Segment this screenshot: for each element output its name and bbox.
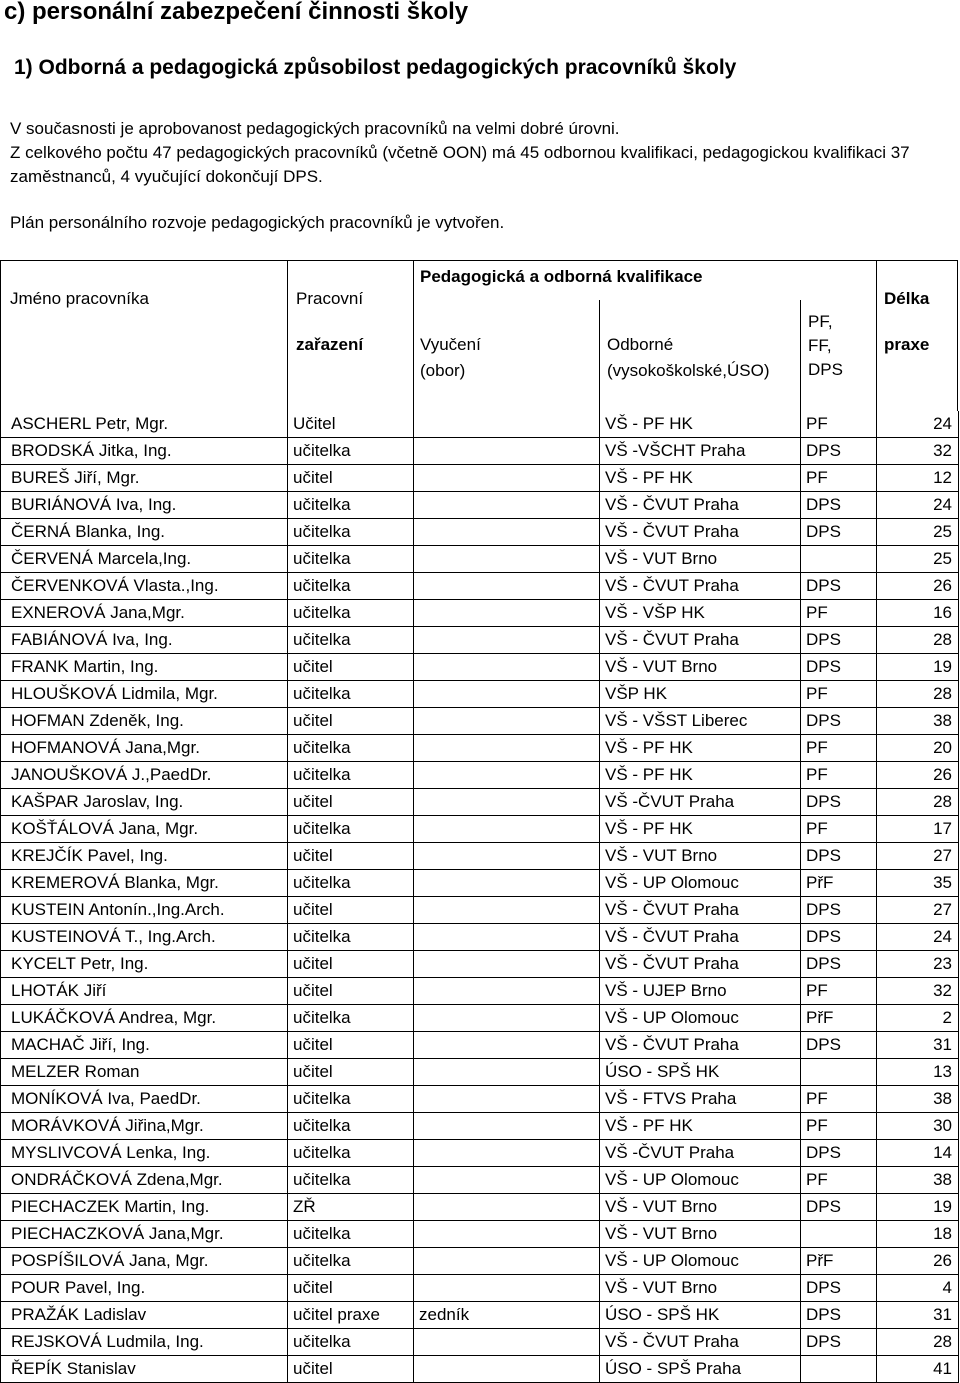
cell-training	[414, 735, 600, 762]
header-border	[800, 300, 801, 411]
table-row	[1, 1329, 959, 1356]
cell-ped-qualification: PF	[801, 681, 877, 708]
cell-ped-qualification: PřF	[801, 1005, 877, 1032]
cell-years-practice: 38	[877, 1167, 959, 1194]
cell-years-practice: 24	[877, 411, 959, 438]
cell-name: ČERVENÁ Marcela,Ing.	[1, 546, 288, 573]
cell-years-practice: 32	[877, 438, 959, 465]
cell-name: KAŠPAR Jaroslav, Ing.	[1, 789, 288, 816]
cell-education: VŠ - VŠP HK	[600, 600, 801, 627]
cell-name: REJSKOVÁ Ludmila, Ing.	[1, 1329, 288, 1356]
cell-name: KREMEROVÁ Blanka, Mgr.	[1, 870, 288, 897]
cell-training: zedník	[414, 1302, 600, 1329]
cell-ped-qualification	[801, 546, 877, 573]
cell-ped-qualification	[801, 1356, 877, 1383]
cell-position: učitel	[288, 1059, 414, 1086]
table-row	[1, 1086, 959, 1113]
cell-name: FABIÁNOVÁ Iva, Ing.	[1, 627, 288, 654]
staff-qualification-table	[0, 411, 959, 1383]
table-row	[1, 546, 959, 573]
table-row	[1, 762, 959, 789]
cell-years-practice: 25	[877, 519, 959, 546]
cell-years-practice: 23	[877, 951, 959, 978]
cell-training	[414, 492, 600, 519]
cell-education: VŠ - ČVUT Praha	[600, 1032, 801, 1059]
cell-years-practice: 17	[877, 816, 959, 843]
cell-education: VŠP HK	[600, 681, 801, 708]
cell-ped-qualification: DPS	[801, 1302, 877, 1329]
cell-years-practice: 27	[877, 843, 959, 870]
cell-name: KREJČÍK Pavel, Ing.	[1, 843, 288, 870]
table-row	[1, 627, 959, 654]
cell-name: MORÁVKOVÁ Jiřina,Mgr.	[1, 1113, 288, 1140]
cell-name: ČERVENKOVÁ Vlasta.,Ing.	[1, 573, 288, 600]
cell-years-practice: 28	[877, 1329, 959, 1356]
cell-education: VŠ -ČVUT Praha	[600, 1140, 801, 1167]
cell-training	[414, 573, 600, 600]
table-row	[1, 600, 959, 627]
cell-ped-qualification: PF	[801, 978, 877, 1005]
table-row	[1, 1140, 959, 1167]
cell-position: učitelka	[288, 762, 414, 789]
cell-ped-qualification: PF	[801, 816, 877, 843]
cell-position: učitelka	[288, 1248, 414, 1275]
cell-education: VŠ - PF HK	[600, 816, 801, 843]
cell-training	[414, 1113, 600, 1140]
cell-position: učitel	[288, 978, 414, 1005]
table-row	[1, 951, 959, 978]
header-education-line2: (vysokoškolské,ÚSO)	[607, 361, 770, 380]
cell-name: PIECHACZEK Martin, Ing.	[1, 1194, 288, 1221]
cell-education: VŠ - UP Olomouc	[600, 1005, 801, 1032]
cell-position: ZŘ	[288, 1194, 414, 1221]
cell-education: VŠ - ČVUT Praha	[600, 492, 801, 519]
header-qualification: Pedagogická a odborná kvalifikace	[420, 267, 703, 286]
cell-ped-qualification: DPS	[801, 438, 877, 465]
cell-education: VŠ - ČVUT Praha	[600, 897, 801, 924]
cell-ped-qualification: PF	[801, 735, 877, 762]
cell-years-practice: 26	[877, 1248, 959, 1275]
cell-years-practice: 16	[877, 600, 959, 627]
table-row	[1, 1005, 959, 1032]
table-row	[1, 978, 959, 1005]
cell-position: učitelka	[288, 1005, 414, 1032]
cell-name: POUR Pavel, Ing.	[1, 1275, 288, 1302]
cell-education: VŠ - ČVUT Praha	[600, 573, 801, 600]
cell-education: VŠ - PF HK	[600, 735, 801, 762]
cell-education: VŠ - PF HK	[600, 465, 801, 492]
header-ped-line3: DPS	[808, 360, 843, 379]
cell-education: VŠ - VUT Brno	[600, 843, 801, 870]
cell-ped-qualification: PF	[801, 411, 877, 438]
cell-name: FRANK Martin, Ing.	[1, 654, 288, 681]
cell-name: MACHAČ Jiří, Ing.	[1, 1032, 288, 1059]
cell-training	[414, 1086, 600, 1113]
cell-training	[414, 951, 600, 978]
cell-years-practice: 26	[877, 762, 959, 789]
cell-position: učitelka	[288, 1221, 414, 1248]
cell-years-practice: 2	[877, 1005, 959, 1032]
cell-training	[414, 978, 600, 1005]
cell-education: VŠ - VUT Brno	[600, 546, 801, 573]
cell-name: MONÍKOVÁ Iva, PaedDr.	[1, 1086, 288, 1113]
header-border	[957, 260, 958, 411]
intro-paragraph-3: Plán personálního rozvoje pedagogických pracovníků je vytvořen.	[10, 213, 505, 232]
cell-education: VŠ - UP Olomouc	[600, 870, 801, 897]
cell-name: ČERNÁ Blanka, Ing.	[1, 519, 288, 546]
cell-training	[414, 816, 600, 843]
table-row	[1, 654, 959, 681]
cell-training	[414, 546, 600, 573]
table-row	[1, 735, 959, 762]
cell-ped-qualification: PF	[801, 1167, 877, 1194]
cell-name: ONDRÁČKOVÁ Zdena,Mgr.	[1, 1167, 288, 1194]
cell-training	[414, 411, 600, 438]
cell-position: učitel	[288, 951, 414, 978]
cell-position: učitelka	[288, 735, 414, 762]
cell-training	[414, 519, 600, 546]
cell-education: VŠ - VUT Brno	[600, 1194, 801, 1221]
cell-training	[414, 897, 600, 924]
cell-education: VŠ - PF HK	[600, 411, 801, 438]
cell-training	[414, 1275, 600, 1302]
cell-education: VŠ -ČVUT Praha	[600, 789, 801, 816]
cell-position: učitelka	[288, 1086, 414, 1113]
cell-years-practice: 38	[877, 1086, 959, 1113]
cell-position: učitel	[288, 1032, 414, 1059]
cell-position: učitelka	[288, 1167, 414, 1194]
cell-name: HOFMANOVÁ Jana,Mgr.	[1, 735, 288, 762]
cell-education: VŠ - ČVUT Praha	[600, 951, 801, 978]
table-row	[1, 1113, 959, 1140]
cell-ped-qualification: DPS	[801, 519, 877, 546]
cell-ped-qualification: PřF	[801, 870, 877, 897]
cell-name: HLOUŠKOVÁ Lidmila, Mgr.	[1, 681, 288, 708]
cell-training	[414, 1005, 600, 1032]
header-border	[413, 260, 414, 411]
cell-ped-qualification: DPS	[801, 1140, 877, 1167]
cell-years-practice: 14	[877, 1140, 959, 1167]
cell-ped-qualification: DPS	[801, 1275, 877, 1302]
cell-ped-qualification: DPS	[801, 1329, 877, 1356]
cell-education: VŠ - ČVUT Praha	[600, 519, 801, 546]
cell-training	[414, 1140, 600, 1167]
table-row	[1, 843, 959, 870]
cell-name: KUSTEINOVÁ T., Ing.Arch.	[1, 924, 288, 951]
table-row	[1, 681, 959, 708]
cell-name: LUKÁČKOVÁ Andrea, Mgr.	[1, 1005, 288, 1032]
cell-name: KUSTEIN Antonín.,Ing.Arch.	[1, 897, 288, 924]
cell-position: učitelka	[288, 681, 414, 708]
cell-years-practice: 28	[877, 627, 959, 654]
cell-education: VŠ - FTVS Praha	[600, 1086, 801, 1113]
cell-education: VŠ - PF HK	[600, 762, 801, 789]
table-row	[1, 519, 959, 546]
cell-name: PRAŽÁK Ladislav	[1, 1302, 288, 1329]
header-border	[0, 260, 1, 411]
cell-position: učitelka	[288, 492, 414, 519]
cell-training	[414, 681, 600, 708]
header-border	[287, 260, 288, 411]
header-border	[599, 300, 600, 411]
cell-position: učitel	[288, 843, 414, 870]
header-name: Jméno pracovníka	[10, 289, 149, 308]
cell-years-practice: 32	[877, 978, 959, 1005]
table-row	[1, 465, 959, 492]
header-ped-line1: PF,	[808, 312, 833, 331]
table-row	[1, 1059, 959, 1086]
cell-ped-qualification	[801, 1059, 877, 1086]
cell-name: PIECHACZKOVÁ Jana,Mgr.	[1, 1221, 288, 1248]
header-training-line1: Vyučení	[420, 335, 481, 354]
cell-years-practice: 30	[877, 1113, 959, 1140]
cell-years-practice: 27	[877, 897, 959, 924]
table-row	[1, 1221, 959, 1248]
cell-name: BUREŠ Jiří, Mgr.	[1, 465, 288, 492]
cell-education: VŠ - UP Olomouc	[600, 1167, 801, 1194]
cell-position: učitelka	[288, 600, 414, 627]
table-row	[1, 897, 959, 924]
cell-ped-qualification: DPS	[801, 654, 877, 681]
cell-years-practice: 18	[877, 1221, 959, 1248]
cell-training	[414, 600, 600, 627]
cell-training	[414, 708, 600, 735]
table-row	[1, 1032, 959, 1059]
cell-education: VŠ - UP Olomouc	[600, 1248, 801, 1275]
cell-training	[414, 1329, 600, 1356]
cell-ped-qualification: DPS	[801, 627, 877, 654]
cell-position: učitel	[288, 708, 414, 735]
table-row	[1, 789, 959, 816]
cell-ped-qualification: DPS	[801, 708, 877, 735]
cell-position: učitel	[288, 897, 414, 924]
cell-training	[414, 1167, 600, 1194]
table-row	[1, 492, 959, 519]
cell-position: učitel praxe	[288, 1302, 414, 1329]
cell-ped-qualification: PF	[801, 1086, 877, 1113]
table-row	[1, 708, 959, 735]
table-row	[1, 1167, 959, 1194]
section-heading: c) personální zabezpečení činnosti školy	[4, 0, 469, 25]
cell-years-practice: 41	[877, 1356, 959, 1383]
cell-training	[414, 789, 600, 816]
header-length-line2: praxe	[884, 335, 930, 354]
cell-ped-qualification: DPS	[801, 924, 877, 951]
table-row	[1, 438, 959, 465]
cell-years-practice: 28	[877, 681, 959, 708]
cell-training	[414, 627, 600, 654]
cell-ped-qualification	[801, 1221, 877, 1248]
cell-training	[414, 870, 600, 897]
cell-ped-qualification: DPS	[801, 573, 877, 600]
cell-name: KYCELT Petr, Ing.	[1, 951, 288, 978]
cell-position: učitel	[288, 1275, 414, 1302]
header-length-line1: Délka	[884, 289, 930, 308]
table-row	[1, 1302, 959, 1329]
cell-years-practice: 19	[877, 1194, 959, 1221]
cell-education: VŠ - VUT Brno	[600, 654, 801, 681]
cell-name: HOFMAN Zdeněk, Ing.	[1, 708, 288, 735]
cell-education: ÚSO - SPŠ Praha	[600, 1356, 801, 1383]
cell-education: VŠ - VŠST Liberec	[600, 708, 801, 735]
cell-ped-qualification: DPS	[801, 492, 877, 519]
cell-ped-qualification: DPS	[801, 789, 877, 816]
cell-education: ÚSO - SPŠ HK	[600, 1059, 801, 1086]
cell-name: LHOTÁK Jiří	[1, 978, 288, 1005]
header-ped-line2: FF,	[808, 336, 832, 355]
header-position-line2: zařazení	[296, 335, 364, 354]
cell-name: BURIÁNOVÁ Iva, Ing.	[1, 492, 288, 519]
intro-paragraph-1: V současnosti je aprobovanost pedagogických pracovníků na velmi dobré úrovni.	[10, 119, 620, 138]
cell-name: ŘEPÍK Stanislav	[1, 1356, 288, 1383]
cell-education: VŠ - ČVUT Praha	[600, 1329, 801, 1356]
table-row	[1, 1194, 959, 1221]
table-row	[1, 1275, 959, 1302]
cell-name: BRODSKÁ Jitka, Ing.	[1, 438, 288, 465]
cell-name: JANOUŠKOVÁ J.,PaedDr.	[1, 762, 288, 789]
cell-position: učitelka	[288, 1113, 414, 1140]
cell-position: Učitel	[288, 411, 414, 438]
cell-ped-qualification: PF	[801, 762, 877, 789]
cell-education: VŠ - UJEP Brno	[600, 978, 801, 1005]
cell-education: VŠ - ČVUT Praha	[600, 627, 801, 654]
cell-training	[414, 654, 600, 681]
table-row	[1, 1356, 959, 1383]
cell-training	[414, 843, 600, 870]
cell-education: VŠ - ČVUT Praha	[600, 924, 801, 951]
cell-ped-qualification: DPS	[801, 1194, 877, 1221]
cell-ped-qualification: PF	[801, 465, 877, 492]
cell-years-practice: 12	[877, 465, 959, 492]
cell-years-practice: 35	[877, 870, 959, 897]
cell-position: učitelka	[288, 1140, 414, 1167]
header-position-line1: Pracovní	[296, 289, 364, 308]
cell-years-practice: 38	[877, 708, 959, 735]
cell-training	[414, 1032, 600, 1059]
cell-years-practice: 20	[877, 735, 959, 762]
cell-position: učitelka	[288, 924, 414, 951]
cell-name: KOŠŤÁLOVÁ Jana, Mgr.	[1, 816, 288, 843]
cell-training	[414, 1059, 600, 1086]
cell-years-practice: 13	[877, 1059, 959, 1086]
table-row	[1, 816, 959, 843]
cell-ped-qualification: DPS	[801, 843, 877, 870]
cell-position: učitelka	[288, 519, 414, 546]
cell-training	[414, 924, 600, 951]
cell-position: učitelka	[288, 627, 414, 654]
cell-education: VŠ - VUT Brno	[600, 1221, 801, 1248]
cell-years-practice: 25	[877, 546, 959, 573]
header-border	[876, 260, 877, 411]
cell-training	[414, 1356, 600, 1383]
cell-position: učitel	[288, 789, 414, 816]
cell-position: učitelka	[288, 816, 414, 843]
subsection-heading: 1) Odborná a pedagogická způsobilost pedagogických pracovníků školy	[14, 56, 737, 79]
cell-years-practice: 19	[877, 654, 959, 681]
cell-training	[414, 1248, 600, 1275]
header-top-border	[0, 260, 958, 261]
cell-training	[414, 762, 600, 789]
cell-years-practice: 28	[877, 789, 959, 816]
cell-training	[414, 1194, 600, 1221]
cell-name: MELZER Roman	[1, 1059, 288, 1086]
cell-years-practice: 24	[877, 492, 959, 519]
cell-ped-qualification: DPS	[801, 1032, 877, 1059]
cell-education: VŠ - PF HK	[600, 1113, 801, 1140]
cell-position: učitelka	[288, 546, 414, 573]
cell-training	[414, 1221, 600, 1248]
cell-years-practice: 31	[877, 1302, 959, 1329]
cell-years-practice: 24	[877, 924, 959, 951]
cell-name: EXNEROVÁ Jana,Mgr.	[1, 600, 288, 627]
table-body	[1, 411, 959, 1383]
cell-name: MYSLIVCOVÁ Lenka, Ing.	[1, 1140, 288, 1167]
table-row	[1, 573, 959, 600]
cell-position: učitel	[288, 465, 414, 492]
cell-ped-qualification: PF	[801, 1113, 877, 1140]
cell-ped-qualification: DPS	[801, 951, 877, 978]
cell-position: učitel	[288, 1356, 414, 1383]
cell-name: ASCHERL Petr, Mgr.	[1, 411, 288, 438]
cell-education: VŠ -VŠCHT Praha	[600, 438, 801, 465]
cell-position: učitelka	[288, 1329, 414, 1356]
header-education-line1: Odborné	[607, 335, 674, 354]
cell-name: POSPÍŠILOVÁ Jana, Mgr.	[1, 1248, 288, 1275]
intro-paragraph-2: Z celkového počtu 47 pedagogických pracovníků (včetně OON) má 45 odbornou kvalifikaci, pedagogickou kvalifikaci 37 zaměstnanců, 4 vyučující dokončují DPS.	[10, 143, 910, 186]
cell-training	[414, 465, 600, 492]
cell-education: ÚSO - SPŠ HK	[600, 1302, 801, 1329]
table-row	[1, 924, 959, 951]
cell-ped-qualification: DPS	[801, 897, 877, 924]
table-row	[1, 1248, 959, 1275]
cell-years-practice: 31	[877, 1032, 959, 1059]
table-row	[1, 411, 959, 438]
cell-years-practice: 26	[877, 573, 959, 600]
cell-years-practice: 4	[877, 1275, 959, 1302]
header-training-line2: (obor)	[420, 361, 466, 380]
cell-ped-qualification: PF	[801, 600, 877, 627]
cell-ped-qualification: PřF	[801, 1248, 877, 1275]
cell-education: VŠ - VUT Brno	[600, 1275, 801, 1302]
cell-position: učitelka	[288, 573, 414, 600]
cell-position: učitelka	[288, 870, 414, 897]
cell-training	[414, 438, 600, 465]
table-row	[1, 870, 959, 897]
cell-position: učitel	[288, 654, 414, 681]
cell-position: učitelka	[288, 438, 414, 465]
